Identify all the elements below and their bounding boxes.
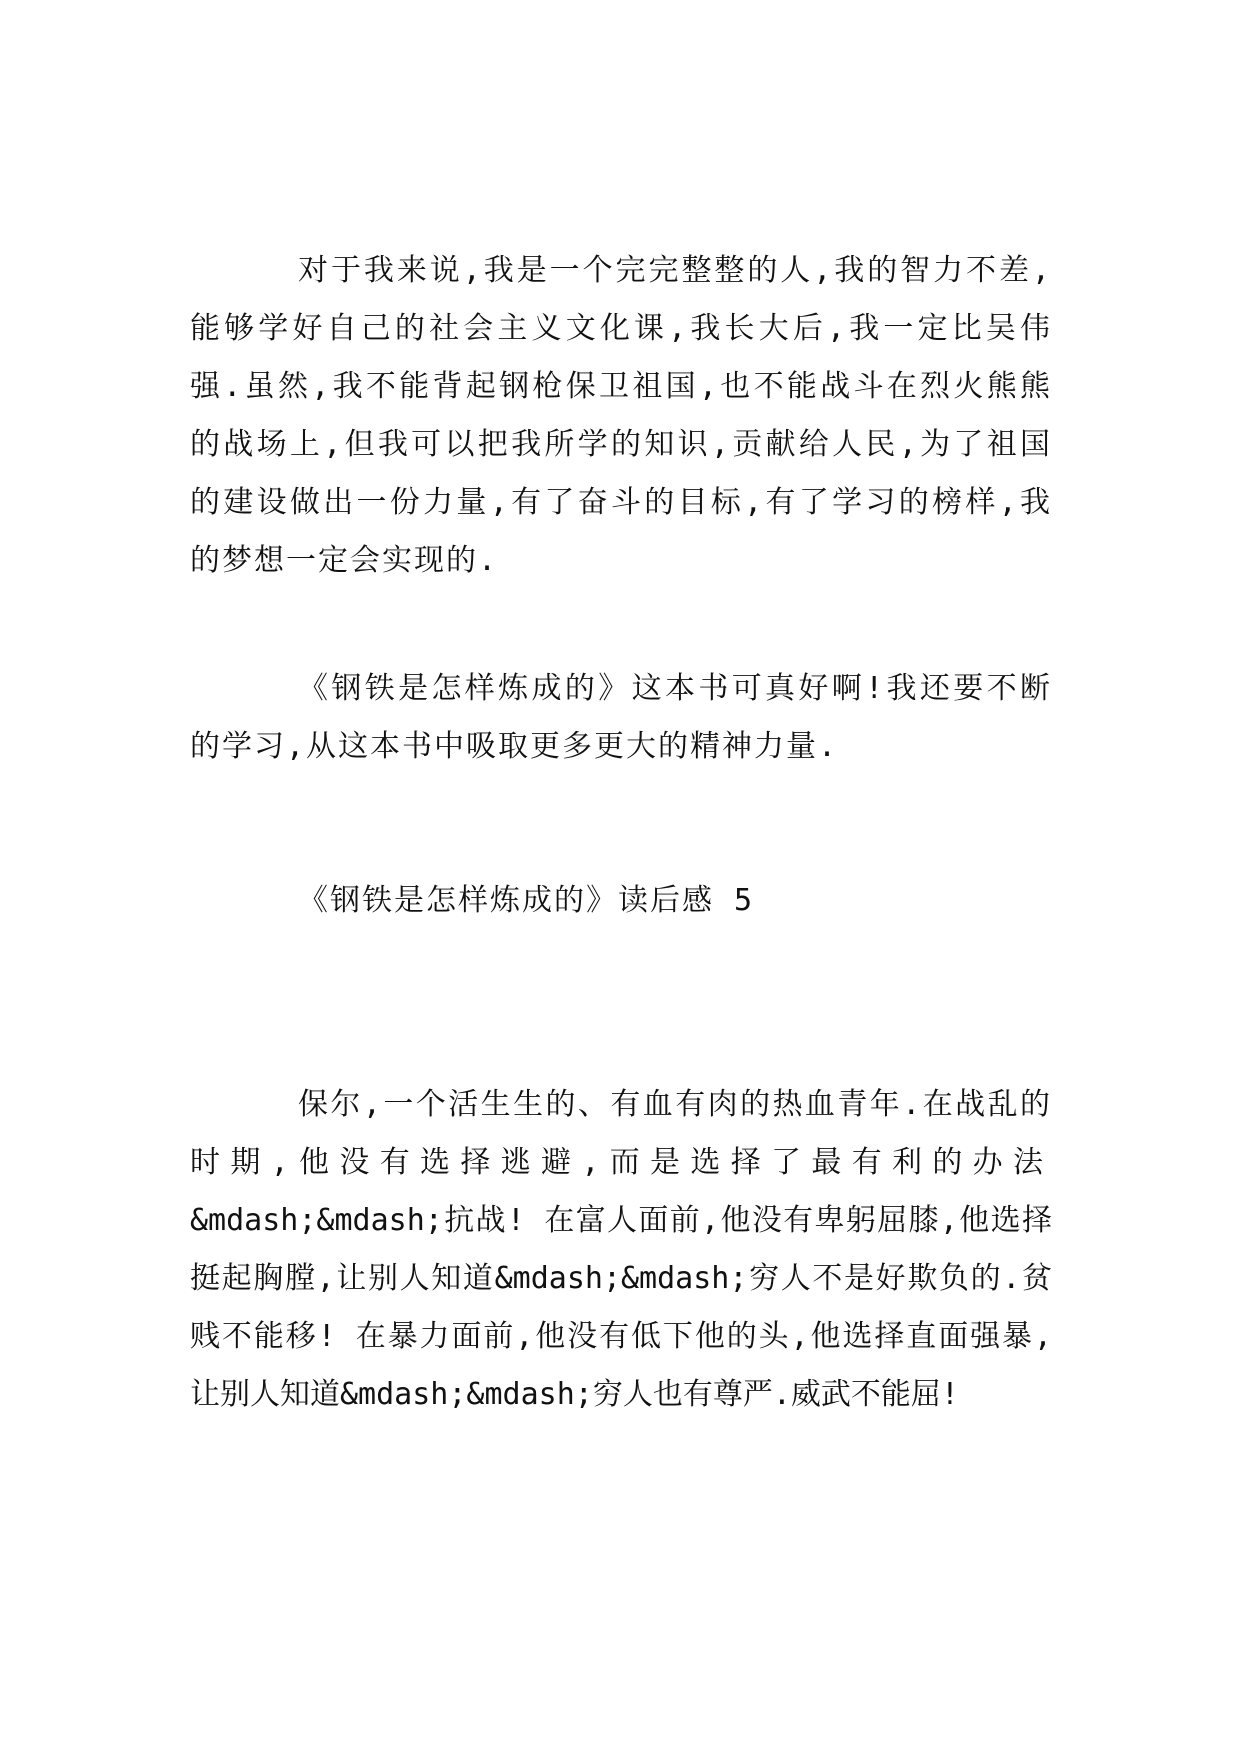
- section-heading-block: [190, 872, 1052, 930]
- paragraph-line: 让别人知道&mdash;&mdash;穷人也有尊严.威武不能屈!: [190, 1377, 959, 1412]
- paragraph-1: [190, 242, 1052, 590]
- paragraph-line: 的建设做出一份力量,有了奋斗的目标,有了学习的榜样,我: [190, 485, 1052, 520]
- paragraph-line: 强.虽然,我不能背起钢枪保卫祖国,也不能战斗在烈火熊熊: [190, 369, 1052, 404]
- paragraph-line: 的学习,从这本书中吸取更多更大的精神力量.: [190, 729, 839, 764]
- paragraph-line: 《钢铁是怎样炼成的》这本书可真好啊!我还要不断: [298, 671, 1052, 706]
- paragraph-line: 挺起胸膛,让别人知道&mdash;&mdash;穷人不是好欺负的.贫: [190, 1261, 1052, 1296]
- paragraph-line: 保尔,一个活生生的、有血有肉的热血青年.在战乱的: [298, 1087, 1052, 1122]
- paragraph-line: 贱不能移! 在暴力面前,他没有低下他的头,他选择直面强暴,: [190, 1319, 1052, 1354]
- paragraph-2: [190, 660, 1052, 776]
- paragraph-line: 的战场上,但我可以把我所学的知识,贡献给人民,为了祖国: [190, 427, 1052, 462]
- paragraph-line: &mdash;&mdash;抗战! 在富人面前,他没有卑躬屈膝,他选择: [190, 1203, 1052, 1238]
- paragraph-3: [190, 1076, 1052, 1424]
- paragraph-line: 时期,他没有选择逃避,而是选择了最有利的办法: [190, 1145, 1052, 1180]
- section-heading: 《钢铁是怎样炼成的》读后感 5: [298, 883, 755, 918]
- paragraph-line: 对于我来说,我是一个完完整整的人,我的智力不差,: [298, 253, 1052, 288]
- paragraph-line: 能够学好自己的社会主义文化课,我长大后,我一定比吴伟: [190, 311, 1052, 346]
- paragraph-line: 的梦想一定会实现的.: [190, 543, 499, 578]
